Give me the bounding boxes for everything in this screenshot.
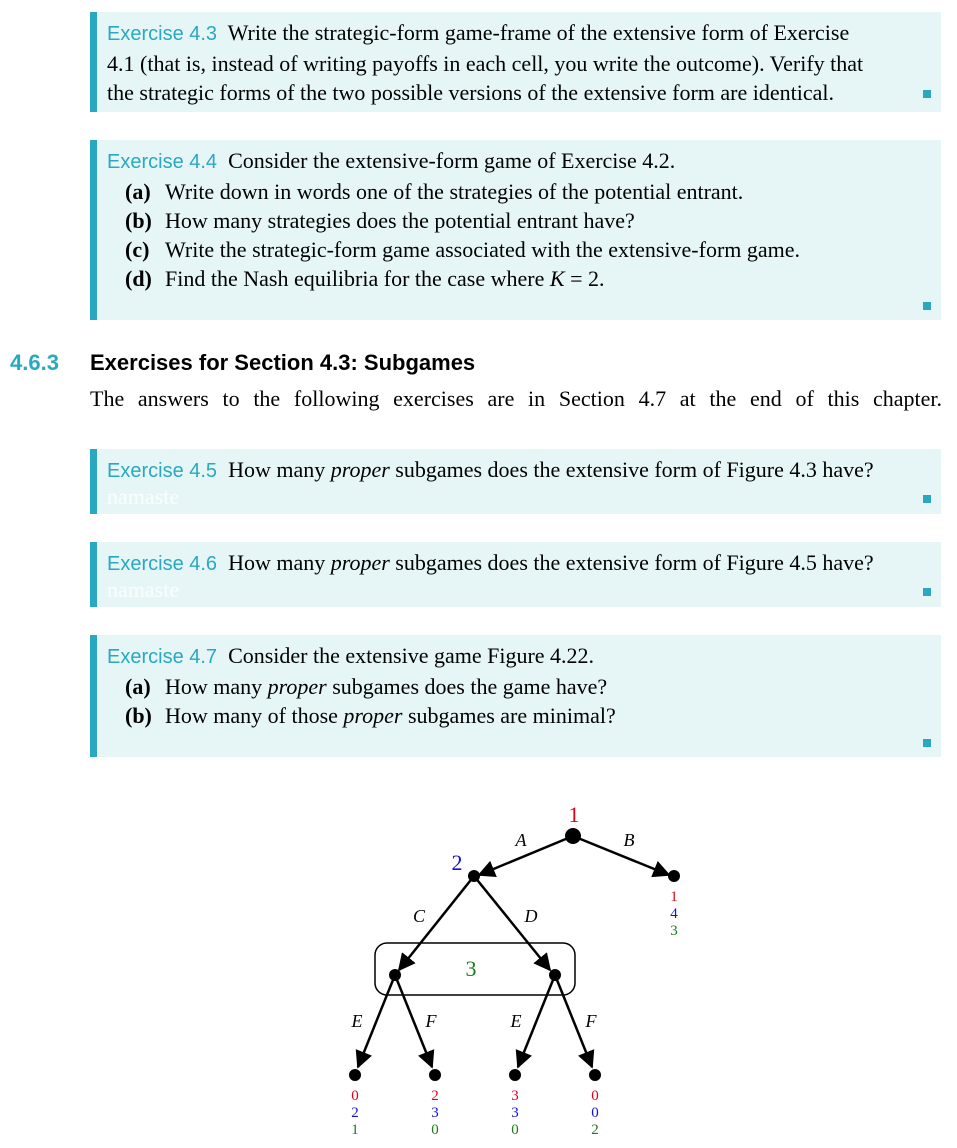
emphasis: proper [267,674,327,699]
section-number: 4.6.3 [10,350,59,375]
exercise-text: Write the strategic-form game-frame of the extensive form of Exercise [227,20,850,45]
exercise-text: How many [228,550,331,575]
exercise-text: How many [228,457,331,482]
edge-label-A: A [515,830,527,850]
payoff-2-p2: 3 [431,1105,439,1121]
item-text: Find the Nash equilibria for the case where [165,266,550,291]
item-text: How many strategies does the potential entrant have? [165,208,635,233]
exercise-text: Consider the extensive game Figure 4.22. [228,643,595,668]
payoff-B-p2: 4 [670,906,678,922]
edge-label-E2: E [510,1011,522,1031]
edge-label-F1: F [425,1011,437,1031]
item-tag: (a) [125,179,151,204]
payoff-1-p3: 1 [351,1122,359,1138]
payoff-4-p2: 0 [591,1105,599,1121]
exercise-label: Exercise 4.3 [107,23,218,45]
player-1-label: 1 [568,802,580,827]
payoff-1-p1: 0 [351,1088,359,1104]
edge-B [573,836,669,875]
node-player-2 [468,870,480,882]
item-tag: (b) [125,703,152,728]
node-root [565,828,581,844]
item-text: Write the strategic-form game associated with the extensive-form game. [165,237,801,262]
hidden-text: namaste [107,484,180,509]
exercise-text: subgames does the extensive form of Figure 4.3 have? [389,457,874,482]
payoff-3-p3: 0 [511,1122,519,1138]
edge-label-F2: F [585,1011,597,1031]
node-terminal-2 [429,1069,441,1081]
hidden-text: namaste [107,577,180,602]
edge-C [399,876,474,970]
payoff-4-p1: 0 [591,1088,599,1104]
payoff-3-p1: 3 [511,1088,519,1104]
player-3-label: 3 [465,956,477,981]
emphasis: proper [330,457,390,482]
node-player-3-right [549,969,561,981]
node-player-3-left [389,969,401,981]
item-tag: (b) [125,208,152,233]
item-text: subgames are minimal? [402,703,616,728]
edge-D [474,876,550,970]
payoff-3-p2: 3 [511,1105,519,1121]
payoff-2-p1: 2 [431,1088,439,1104]
edge-label-C: C [412,906,426,926]
payoff-B-p3: 3 [670,923,678,939]
item-tag: (d) [125,266,152,291]
item-text: How many of those [165,703,344,728]
exercise-label: Exercise 4.6 [107,553,218,575]
node-terminal-3 [509,1069,521,1081]
payoff-2-p3: 0 [431,1122,439,1138]
exercise-4-3-line-2: 4.1 (that is, instead of writing payoffs in each cell, you write the outcome). Verify that [107,51,864,76]
edge-label-D: D [524,906,538,926]
payoff-1-p2: 2 [351,1105,359,1121]
edge-label-E1: E [351,1011,363,1031]
emphasis: proper [330,550,390,575]
exercise-label: Exercise 4.7 [107,646,218,668]
section-title: Exercises for Section 4.3: Subgames [90,350,476,375]
payoff-B-p1: 1 [670,889,678,905]
player-2-label: 2 [451,850,463,875]
math-variable: K [549,266,565,291]
exercise-text: subgames does the extensive form of Figure 4.5 have? [389,550,874,575]
payoff-4-p3: 2 [591,1122,599,1138]
exercise-label: Exercise 4.5 [107,460,218,482]
node-terminal-4 [589,1069,601,1081]
edge-E2 [518,975,555,1067]
node-terminal-B [668,870,680,882]
emphasis: proper [343,703,403,728]
item-text: How many [165,674,268,699]
item-tag: (c) [125,237,150,262]
exercise-4-3-line-3: the strategic forms of the two possible versions of the extensive form are identical. [107,80,835,105]
section-intro-text: The answers to the following exercises are in Section 4.7 at the end of this chapter. [90,386,942,411]
item-tag: (a) [125,674,151,699]
edge-label-B: B [623,830,635,850]
item-text: = 2. [564,266,605,291]
exercise-label: Exercise 4.4 [107,151,218,173]
node-terminal-1 [349,1069,361,1081]
item-text: Write down in words one of the strategies of the potential entrant. [165,179,744,204]
item-text: subgames does the game have? [326,674,608,699]
exercise-text: Consider the extensive-form game of Exercise 4.2. [228,148,676,173]
